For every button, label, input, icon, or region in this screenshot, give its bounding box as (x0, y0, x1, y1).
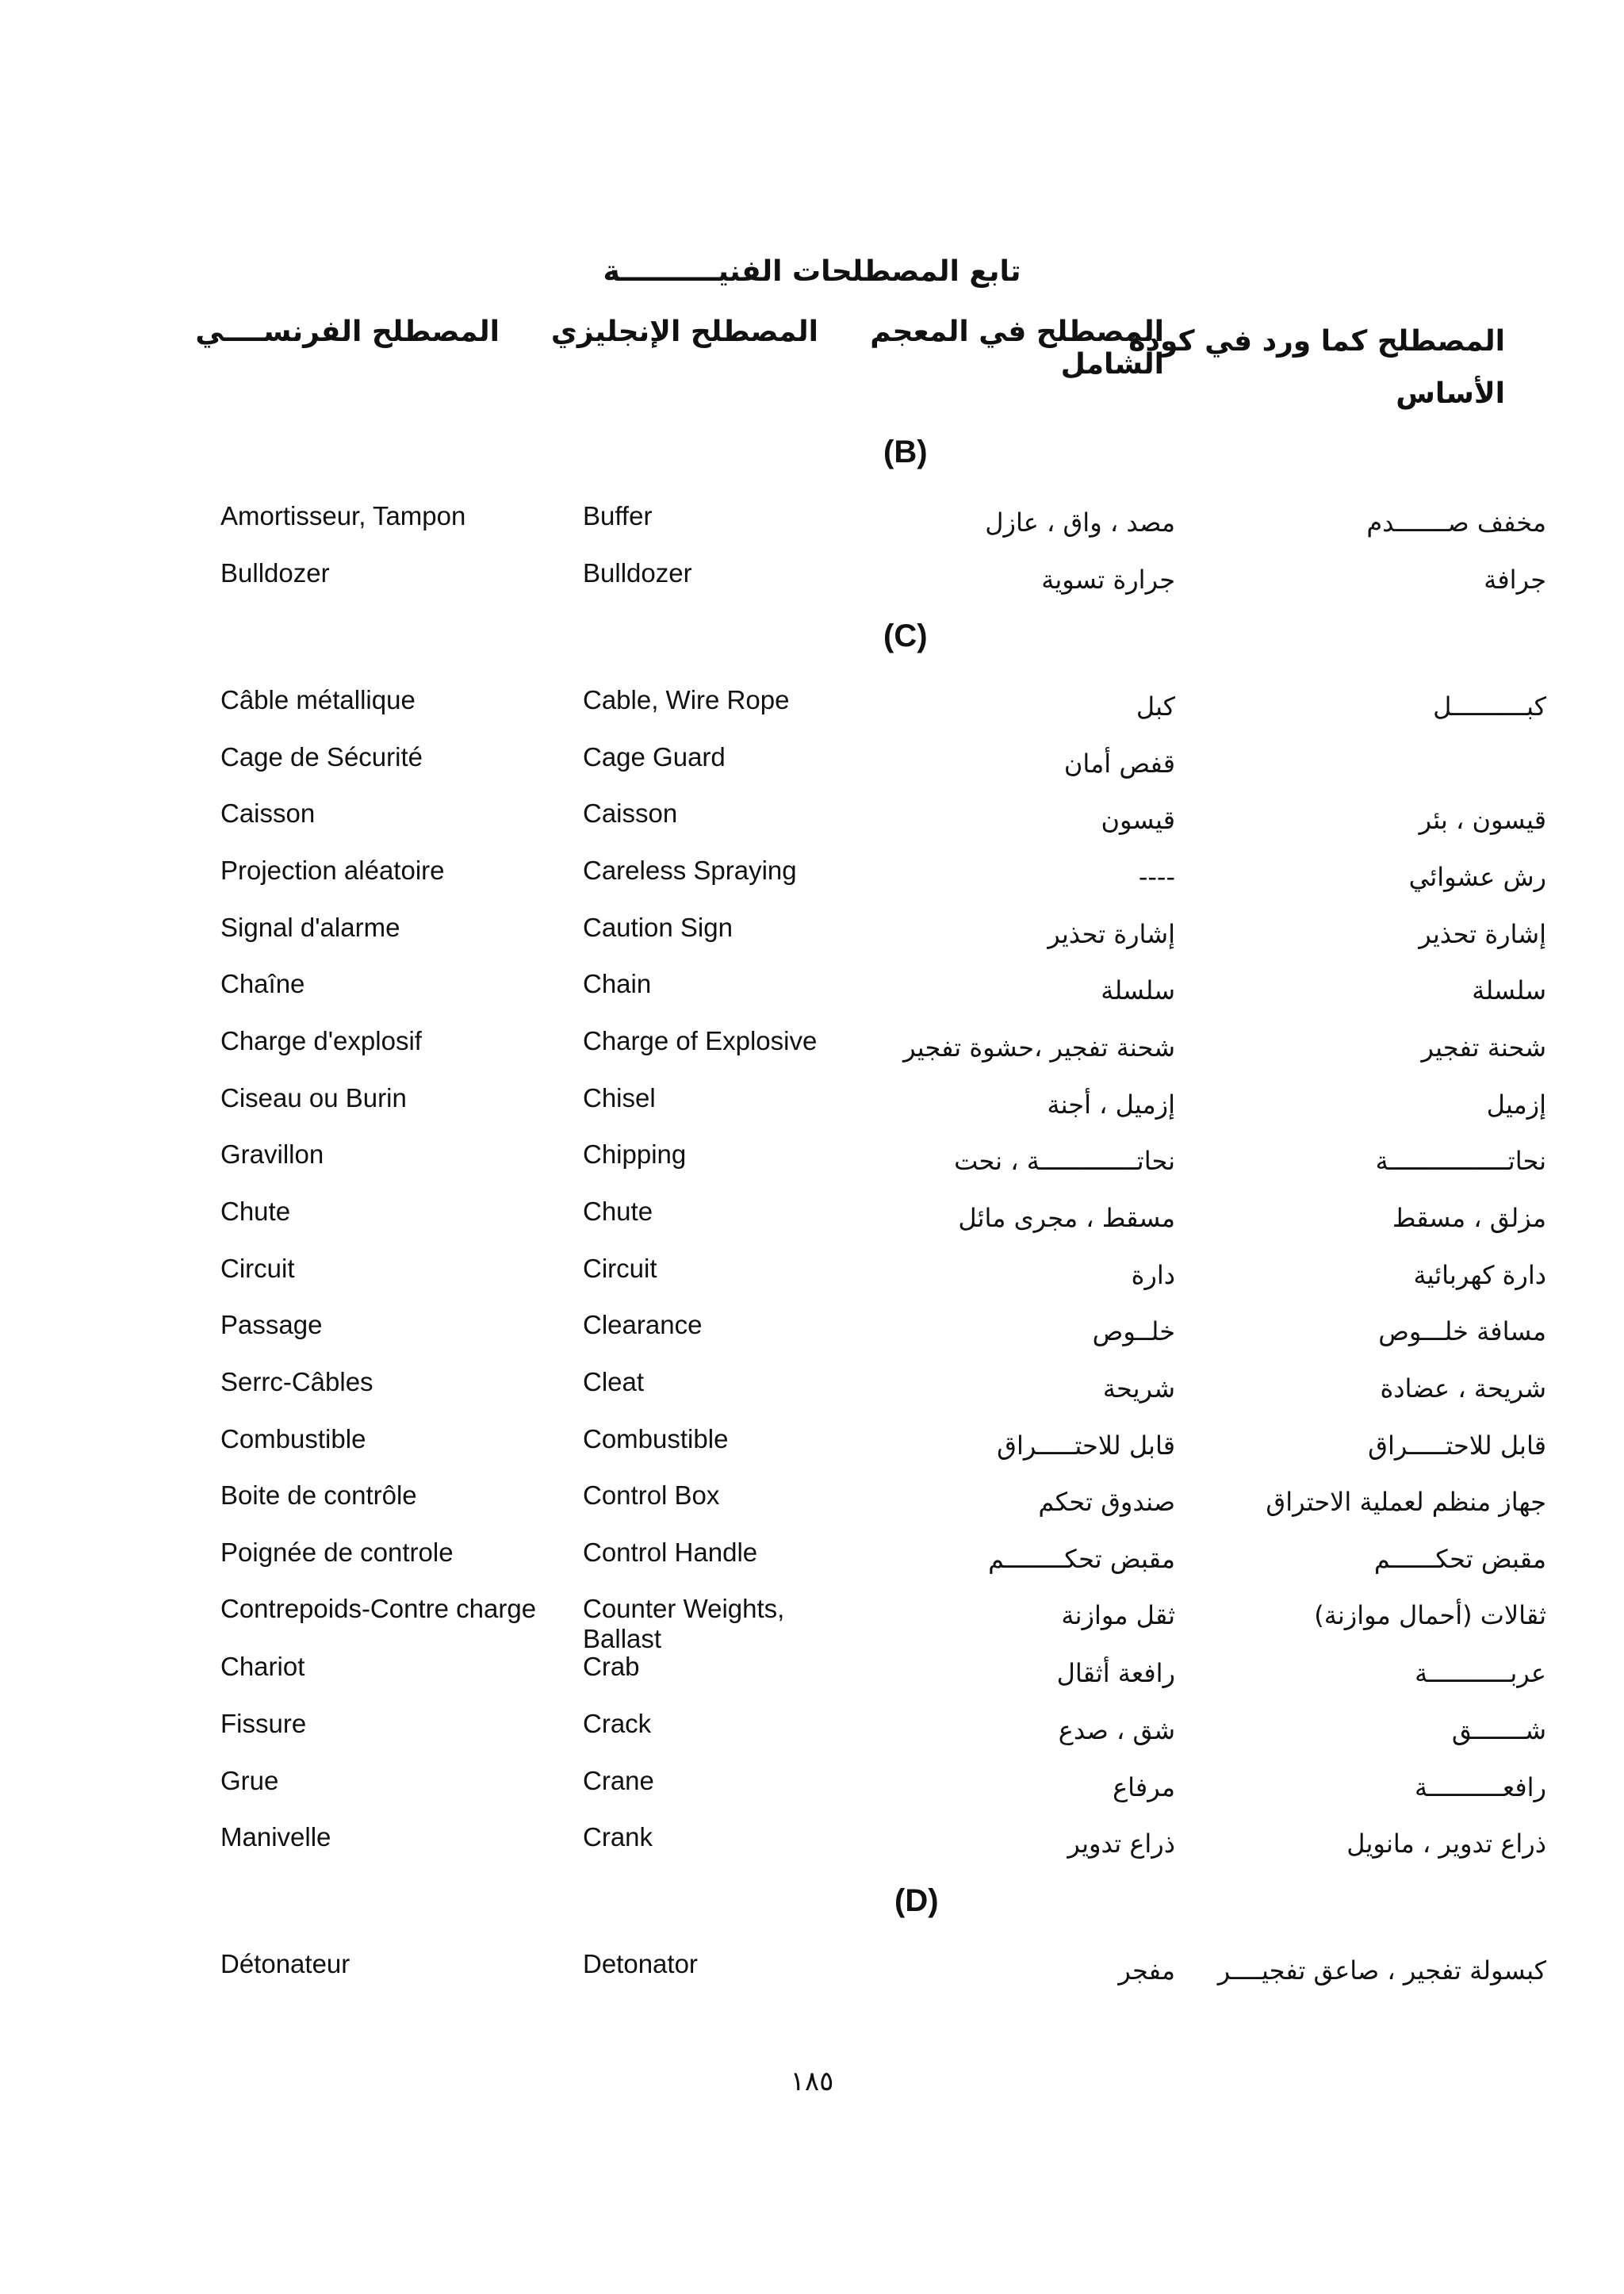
arabic-dictionary-term: مسقط ، مجرى مائل (958, 1203, 1175, 1233)
french-term: Cage de Sécurité (220, 742, 423, 772)
english-term: Detonator (583, 1949, 698, 1978)
french-term: Combustible (220, 1424, 366, 1453)
english-term: Caisson (583, 798, 678, 828)
arabic-code-term: نحاتــــــــــــــــة (1375, 1146, 1546, 1176)
french-term: Manivelle (220, 1822, 331, 1852)
arabic-code-term: ثقالات (أحمال موازنة) (1314, 1600, 1546, 1630)
english-term: Crack (583, 1709, 652, 1738)
arabic-dictionary-term: قيسون (1101, 805, 1175, 835)
english-term: Clearance (583, 1310, 703, 1339)
table-row (0, 1026, 1624, 1066)
table-row (0, 742, 1624, 782)
table-row (0, 1083, 1624, 1123)
english-term: Circuit (583, 1254, 657, 1283)
arabic-dictionary-term: مفجر (1118, 1955, 1175, 1986)
french-term: Fissure (220, 1709, 307, 1738)
arabic-code-term: جرافة (1484, 565, 1546, 595)
french-term: Détonateur (220, 1949, 350, 1978)
arabic-code-term: شـــــــق (1451, 1715, 1546, 1745)
arabic-code-term: إشارة تحذير (1419, 919, 1546, 949)
table-row (0, 1424, 1624, 1464)
english-term: Charge of Explosive (583, 1026, 818, 1055)
english-term: Crab (583, 1652, 640, 1681)
arabic-dictionary-term: إزميل ، أجنة (1047, 1090, 1175, 1120)
table-row (0, 1709, 1624, 1748)
page-title: تابع المصطلحات الفنيــــــــــة (603, 255, 1021, 288)
arabic-code-term: كبسولة تفجير ، صاعق تفجيــــر (1217, 1955, 1546, 1986)
section-letter: (D) (894, 1883, 939, 1918)
french-term: Bulldozer (220, 558, 330, 588)
english-term: Caution Sign (583, 913, 733, 942)
arabic-dictionary-term: ذراع تدوير (1067, 1829, 1175, 1859)
section-letter: (C) (883, 618, 928, 653)
french-term: Ciseau ou Burin (220, 1083, 407, 1113)
arabic-code-term: مقبض تحكــــــم (1373, 1544, 1546, 1574)
arabic-dictionary-term: صندوق تحكم (1038, 1487, 1175, 1517)
english-term: Chisel (583, 1083, 656, 1113)
table-row (0, 1139, 1624, 1179)
french-term: Boite de contrôle (220, 1480, 417, 1510)
arabic-dictionary-term: كبل (1136, 691, 1175, 722)
english-term: Control Handle (583, 1538, 758, 1567)
french-term: Charge d'explosif (220, 1026, 422, 1055)
french-term: Circuit (220, 1254, 295, 1283)
header-arabic-dictionary-term: المصطلح في المعجم الشامل (870, 316, 1164, 381)
french-term: Caisson (220, 798, 316, 828)
page-number: ١٨٥ (790, 2066, 834, 2097)
arabic-dictionary-term: مصد ، واق ، عازل (985, 507, 1175, 538)
arabic-dictionary-term: شحنة تفجير ،حشوة تفجير (903, 1032, 1175, 1063)
table-row (0, 558, 1624, 598)
arabic-code-term: رافعــــــــــة (1415, 1772, 1546, 1802)
arabic-code-term: رش عشوائي (1408, 862, 1546, 892)
table-row (0, 1197, 1624, 1236)
english-term (583, 1594, 784, 1654)
arabic-dictionary-term: ثقل موازنة (1061, 1600, 1175, 1630)
header-arabic-code-term: المصطلح كما ورد في كودة الأساس (1128, 325, 1505, 410)
french-term: Passage (220, 1310, 323, 1339)
arabic-dictionary-term: قابل للاحتـــــراق (997, 1430, 1175, 1461)
table-row (0, 798, 1624, 838)
english-term: Crane (583, 1766, 654, 1795)
english-term-line: Counter Weights, (583, 1594, 785, 1623)
arabic-code-term: جهاز منظم لعملية الاحتراق (1266, 1487, 1546, 1517)
arabic-dictionary-term: سلسلة (1101, 975, 1175, 1005)
english-term: Cage Guard (583, 742, 726, 772)
table-row (0, 1310, 1624, 1350)
table-row (0, 1652, 1624, 1691)
table-row (0, 685, 1624, 725)
english-term: Chain (583, 969, 652, 998)
french-term: Chaîne (220, 969, 305, 998)
arabic-dictionary-term: ---- (1138, 862, 1175, 892)
french-term: Projection aléatoire (220, 856, 445, 885)
arabic-dictionary-term: خلــوص (1092, 1316, 1175, 1346)
arabic-dictionary-term: نحاتـــــــــــــة ، نحت (954, 1146, 1175, 1176)
arabic-code-term: سلسلة (1472, 975, 1546, 1005)
english-term: Crank (583, 1822, 653, 1852)
table-row (0, 1949, 1624, 1989)
arabic-code-term: عربـــــــــــة (1415, 1658, 1546, 1688)
table-row (0, 969, 1624, 1009)
french-term: Chariot (220, 1652, 305, 1681)
english-term: Careless Spraying (583, 856, 797, 885)
table-row (0, 501, 1624, 541)
table-row (0, 1367, 1624, 1407)
table-row (0, 1538, 1624, 1577)
arabic-code-term: مسافة خلـــوص (1378, 1316, 1546, 1346)
french-term: Contrepoids-Contre charge (220, 1594, 537, 1623)
header-english-term: المصطلح الإنجليزي (550, 316, 818, 348)
arabic-code-term: كبــــــــــل (1433, 691, 1546, 722)
table-row (0, 913, 1624, 952)
arabic-code-term: إزميل (1486, 1090, 1546, 1120)
table-row (0, 856, 1624, 895)
arabic-code-term: مخفف صـــــــدم (1366, 507, 1546, 538)
english-term: Bulldozer (583, 558, 692, 588)
arabic-code-term: شريحة ، عضادة (1380, 1373, 1546, 1404)
arabic-dictionary-term: رافعة أثقال (1056, 1658, 1175, 1688)
arabic-code-term: قابل للاحتـــــراق (1368, 1430, 1546, 1461)
arabic-dictionary-term: دارة (1131, 1260, 1175, 1290)
french-term: Signal d'alarme (220, 913, 400, 942)
french-term: Amortisseur, Tampon (220, 501, 466, 530)
english-term: Buffer (583, 501, 653, 530)
table-row (0, 1254, 1624, 1293)
table-row (0, 1766, 1624, 1806)
english-term: Combustible (583, 1424, 729, 1453)
arabic-dictionary-term: إشارة تحذير (1048, 919, 1175, 949)
arabic-dictionary-term: قفص أمان (1063, 749, 1175, 779)
table-row (0, 1594, 1624, 1653)
table-row (0, 1480, 1624, 1520)
french-term: Gravillon (220, 1139, 324, 1169)
section-letter: (B) (883, 435, 928, 469)
english-term: Control Box (583, 1480, 720, 1510)
french-term: Grue (220, 1766, 279, 1795)
french-term: Serrc-Câbles (220, 1367, 373, 1396)
arabic-dictionary-term: مقبض تحكــــــــم (988, 1544, 1175, 1574)
arabic-dictionary-term: مرفاع (1113, 1772, 1175, 1802)
english-term: Cleat (583, 1367, 645, 1396)
french-term: Chute (220, 1197, 291, 1226)
english-term: Chute (583, 1197, 653, 1226)
english-term: Chipping (583, 1139, 687, 1169)
english-term: Cable, Wire Rope (583, 685, 790, 714)
arabic-code-term: دارة كهربائية (1413, 1260, 1546, 1290)
arabic-dictionary-term: جرارة تسوية (1041, 565, 1175, 595)
header-french-term: المصطلح الفرنســــي (195, 316, 500, 348)
table-row (0, 1822, 1624, 1862)
arabic-code-term: ذراع تدوير ، مانويل (1346, 1829, 1546, 1859)
arabic-code-term: مزلق ، مسقط (1392, 1203, 1546, 1233)
arabic-code-term: شحنة تفجير (1421, 1032, 1546, 1063)
arabic-dictionary-term: شق ، صدع (1058, 1715, 1175, 1745)
french-term: Poignée de controle (220, 1538, 454, 1567)
english-term-line: Ballast (583, 1624, 662, 1653)
french-term: Câble métallique (220, 685, 416, 714)
arabic-code-term: قيسون ، بئر (1419, 805, 1546, 835)
arabic-dictionary-term: شريحة (1102, 1373, 1175, 1404)
